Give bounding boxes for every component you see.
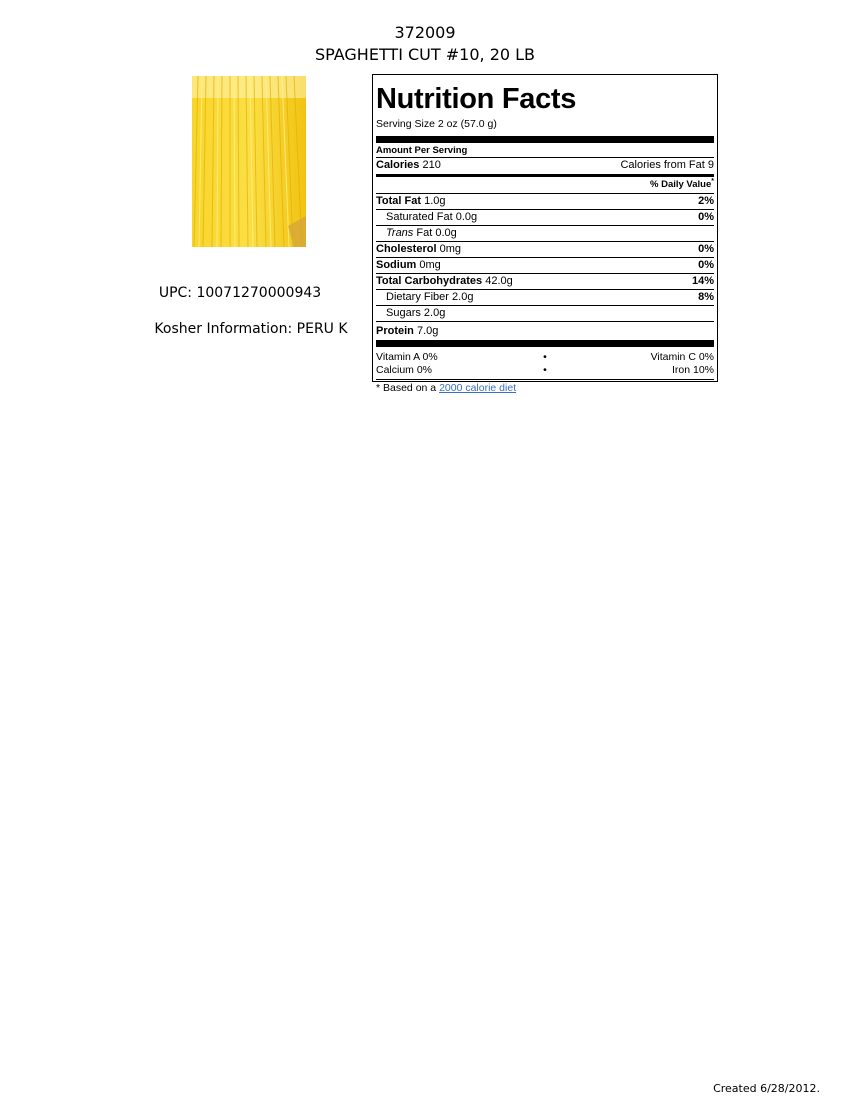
protein-row: Protein 7.0g [376, 322, 714, 347]
daily-value-header: % Daily Value* [376, 177, 714, 194]
total-fat-pct: 2% [698, 195, 714, 207]
vitamin-row-1 [376, 351, 714, 364]
calories-value: 210 [422, 159, 441, 171]
created-date: Created 6/28/2012. [713, 1082, 820, 1095]
sodium-pct: 0% [698, 259, 714, 271]
amount-per-serving: Amount Per Serving [376, 143, 714, 158]
vitamin-row-2 [376, 364, 714, 377]
vitamin-c: Vitamin C 0% [650, 351, 714, 363]
total-carbohydrates-pct: 14% [691, 275, 714, 287]
footnote: * Based on a 2000 calorie diet [376, 382, 517, 394]
calories-from-fat: Calories from Fat 9 [620, 159, 714, 171]
total-carbohydrates-row: Total Carbohydrates 42.0g 14% [376, 274, 714, 290]
nutrition-facts-panel [372, 74, 718, 394]
saturated-fat-row: Saturated Fat 0.0g 0% [376, 210, 714, 226]
bullet-separator: • [543, 364, 547, 376]
sugars-row: Sugars 2.0g [376, 306, 714, 322]
calorie-diet-link[interactable]: 2000 calorie diet [439, 382, 517, 394]
spaghetti-image [192, 76, 306, 247]
bullet-separator: • [543, 351, 547, 363]
sodium-row: Sodium 0mg 0% [376, 258, 714, 274]
trans-fat-row: Trans Fat 0.0g [376, 226, 714, 242]
dietary-fiber-row: Dietary Fiber 2.0g 8% [376, 290, 714, 306]
calories-label: Calories [376, 159, 420, 171]
product-name: SPAGHETTI CUT #10, 20 LB [314, 45, 536, 64]
total-fat-row: Total Fat 1.0g 2% [376, 194, 714, 210]
vitamin-a: Vitamin A 0% [376, 351, 438, 363]
cholesterol-pct: 0% [698, 243, 714, 255]
vitamins-block [376, 347, 714, 380]
saturated-fat-pct: 0% [698, 211, 714, 223]
cholesterol-row: Cholesterol 0mg 0% [376, 242, 714, 258]
upc-code: UPC: 10071270000943 [158, 285, 322, 301]
calories-row [376, 158, 714, 177]
kosher-information: Kosher Information: PERU K [154, 321, 348, 337]
iron: Iron 10% [671, 364, 714, 376]
page-header [0, 22, 850, 66]
nutrition-facts-title: Nutrition Facts [376, 83, 577, 115]
dietary-fiber-pct: 8% [698, 291, 714, 303]
item-number: 372009 [394, 23, 456, 42]
calcium: Calcium 0% [376, 364, 433, 376]
serving-size: Serving Size 2 oz (57.0 g) [376, 118, 714, 143]
